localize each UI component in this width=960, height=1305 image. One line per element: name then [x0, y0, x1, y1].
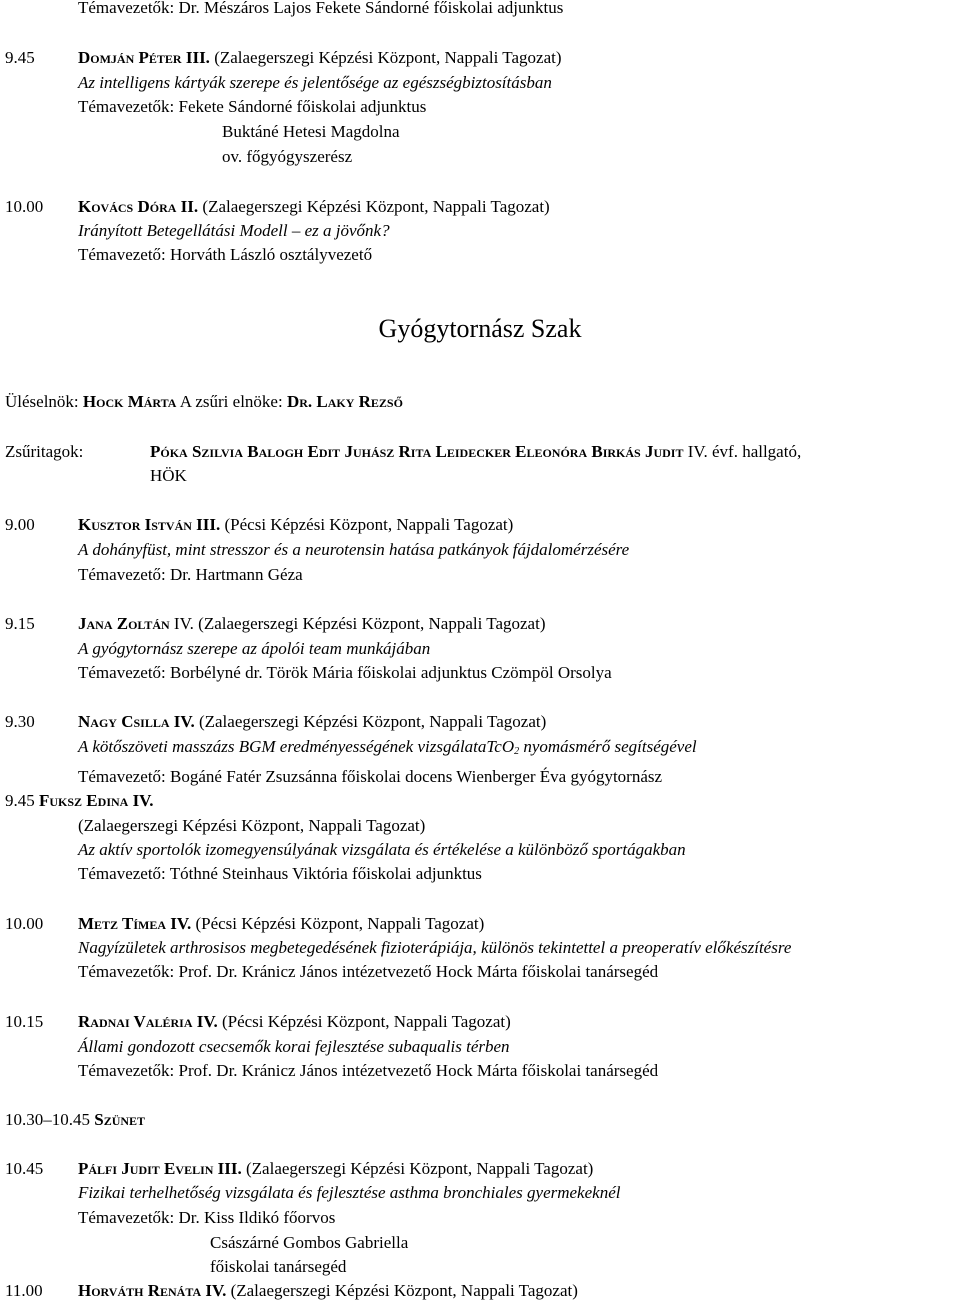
supervisors-line: Buktáné Hetesi Magdolna [222, 122, 400, 141]
supervisors-line: Témavezetők: Fekete Sándorné főiskolai adjunktus [78, 97, 427, 116]
presenter-name: Horváth Renáta IV. [78, 1281, 227, 1300]
talk-title: Állami gondozott csecsemők korai fejlesztése subaqualis térben [78, 1037, 510, 1056]
supervisors-line: Császárné Gombos Gabriella [210, 1233, 409, 1252]
presenter-line [78, 515, 513, 535]
affiliation: (Pécsi Képzési Központ, Nappali Tagozat) [217, 1012, 511, 1031]
presenter-name: Radnai Valéria IV. [78, 1012, 218, 1031]
supervisors-line: ov. főgyógyszerész [222, 147, 353, 166]
affiliation: (Zalaegerszegi Képzési Központ, Nappali Tagozat) [209, 48, 562, 67]
jury-members-line: HÖK [150, 466, 187, 485]
supervisors-line: főiskolai tanársegéd [210, 1257, 347, 1276]
supervisors-line: Témavezető: Bogáné Fatér Zsuzsánna főiskolai docens Wienberger Éva gyógytornász [78, 767, 663, 786]
presenter-line [78, 1281, 578, 1301]
supervisors-line: Témavezető: Tóthné Steinhaus Viktória főiskolai adjunktus [78, 864, 482, 883]
time-label: 10.00 [5, 914, 44, 933]
talk-title [78, 737, 697, 762]
talk-title: Fizikai terhelhetőség vizsgálata és fejlesztése asthma bronchiales gyermekeknél [78, 1183, 621, 1202]
time-label: 10.15 [5, 1012, 44, 1031]
jury-suffix: IV. évf. hallgató, [683, 442, 802, 461]
time-label: 9.15 [5, 614, 35, 633]
affiliation: (Zalaegerszegi Képzési Központ, Nappali Tagozat) [226, 1281, 578, 1300]
time-label: 10.30–10.45 [5, 1110, 90, 1129]
jury-chair-name: Dr. Laky Rezső [286, 392, 403, 411]
presenter-name: Jana Zoltán [78, 614, 170, 633]
title-part: A kötőszöveti masszázs BGM eredményességének vizsgálataTcO [78, 737, 515, 756]
talk-title: Az aktív sportolók izomegyensúlyának vizsgálata és értékelése a különböző sportágakban [78, 840, 686, 859]
talk-title: A gyógytornász szerepe az ápolói team munkájában [78, 639, 431, 658]
supervisors-line: Témavezető: Dr. Hartmann Géza [78, 565, 303, 584]
affiliation: (Zalaegerszegi Képzési Központ, Nappali Tagozat) [193, 614, 546, 633]
section-heading: Gyógytornász Szak [378, 314, 582, 343]
presenter-name: Kovács Dóra II. [78, 197, 199, 216]
talk-title: A dohányfüst, mint stresszor és a neurotensin hatása patkányok fájdalomérzésére [78, 540, 630, 559]
supervisors-line: Témavezetők: Dr. Mészáros Lajos Fekete Sándorné főiskolai adjunktus [78, 0, 564, 17]
affiliation: (Zalaegerszegi Képzési Központ, Nappali Tagozat) [241, 1159, 594, 1178]
supervisors-line: Témavezető: Horváth László osztályvezető [78, 245, 373, 264]
jury-members: Póka Szilvia Balogh Edit Juhász Rita Leidecker Eleonóra Birkás Judit [150, 442, 684, 461]
session-chair-line [5, 392, 403, 412]
jury-members-line [150, 442, 801, 462]
talk-title: Nagyízületek arthrosisos megbetegedésének fizioterápiája, különös tekintettel a preoperatív előkészítésre [78, 938, 792, 957]
affiliation: (Zalaegerszegi Képzési Központ, Nappali Tagozat) [194, 712, 547, 731]
presenter-line [78, 1159, 593, 1179]
time-label: 11.00 [5, 1281, 43, 1300]
presenter-name: Domján Péter III. [78, 48, 210, 67]
talk-title: Az intelligens kártyák szerepe és jelentősége az egészségbiztosításban [78, 73, 552, 92]
presenter-name: Fuksz Edina IV. [39, 791, 154, 810]
jury-label: Zsűritagok: [5, 442, 84, 461]
chair-prefix: Üléselnök: [5, 392, 83, 411]
supervisors-line: Témavezetők: Dr. Kiss Ildikó főorvos [78, 1208, 336, 1227]
chair-name: Hock Márta [82, 392, 177, 411]
break-label: Szünet [94, 1110, 146, 1129]
affiliation: (Zalaegerszegi Képzési Központ, Nappali Tagozat) [78, 816, 426, 835]
presenter-name: Pálfi Judit Evelin III. [78, 1159, 242, 1178]
presenter-line [78, 914, 484, 934]
presenter-line [78, 48, 562, 68]
jury-chair-text: A zsűri elnöke: [176, 392, 287, 411]
presenter-name: Kusztor István III. [78, 515, 221, 534]
presenter-line [78, 712, 546, 732]
break-line [5, 1110, 145, 1130]
affiliation: (Pécsi Képzési Központ, Nappali Tagozat) [191, 914, 485, 933]
title-subscript: 2 [514, 746, 520, 757]
time-label: 9.45 [5, 791, 35, 810]
student-year: IV. [169, 614, 194, 633]
supervisors-line: Témavezetők: Prof. Dr. Kránicz János intézetvezető Hock Márta főiskolai tanársegéd [78, 1061, 659, 1080]
presenter-line [5, 791, 154, 811]
affiliation: (Pécsi Képzési Központ, Nappali Tagozat) [220, 515, 514, 534]
presenter-name: Nagy Csilla IV. [78, 712, 195, 731]
time-label: 9.30 [5, 712, 35, 731]
supervisors-line: Témavezetők: Prof. Dr. Kránicz János intézetvezető Hock Márta főiskolai tanársegéd [78, 962, 659, 981]
presenter-line [78, 614, 546, 634]
title-part: nyomásmérő segítségével [519, 737, 697, 756]
time-label: 10.45 [5, 1159, 44, 1178]
presenter-name: Metz Tímea IV. [78, 914, 192, 933]
talk-title: Irányított Betegellátási Modell – ez a jövőnk? [78, 221, 390, 240]
presenter-line [78, 1012, 511, 1032]
time-label: 10.00 [5, 197, 44, 216]
time-label: 9.00 [5, 515, 35, 534]
supervisors-line: Témavezető: Borbélyné dr. Török Mária főiskolai adjunktus Czömpöl Orsolya [78, 663, 612, 682]
presenter-line [78, 197, 550, 217]
time-label: 9.45 [5, 48, 35, 67]
affiliation: (Zalaegerszegi Képzési Központ, Nappali Tagozat) [198, 197, 550, 216]
